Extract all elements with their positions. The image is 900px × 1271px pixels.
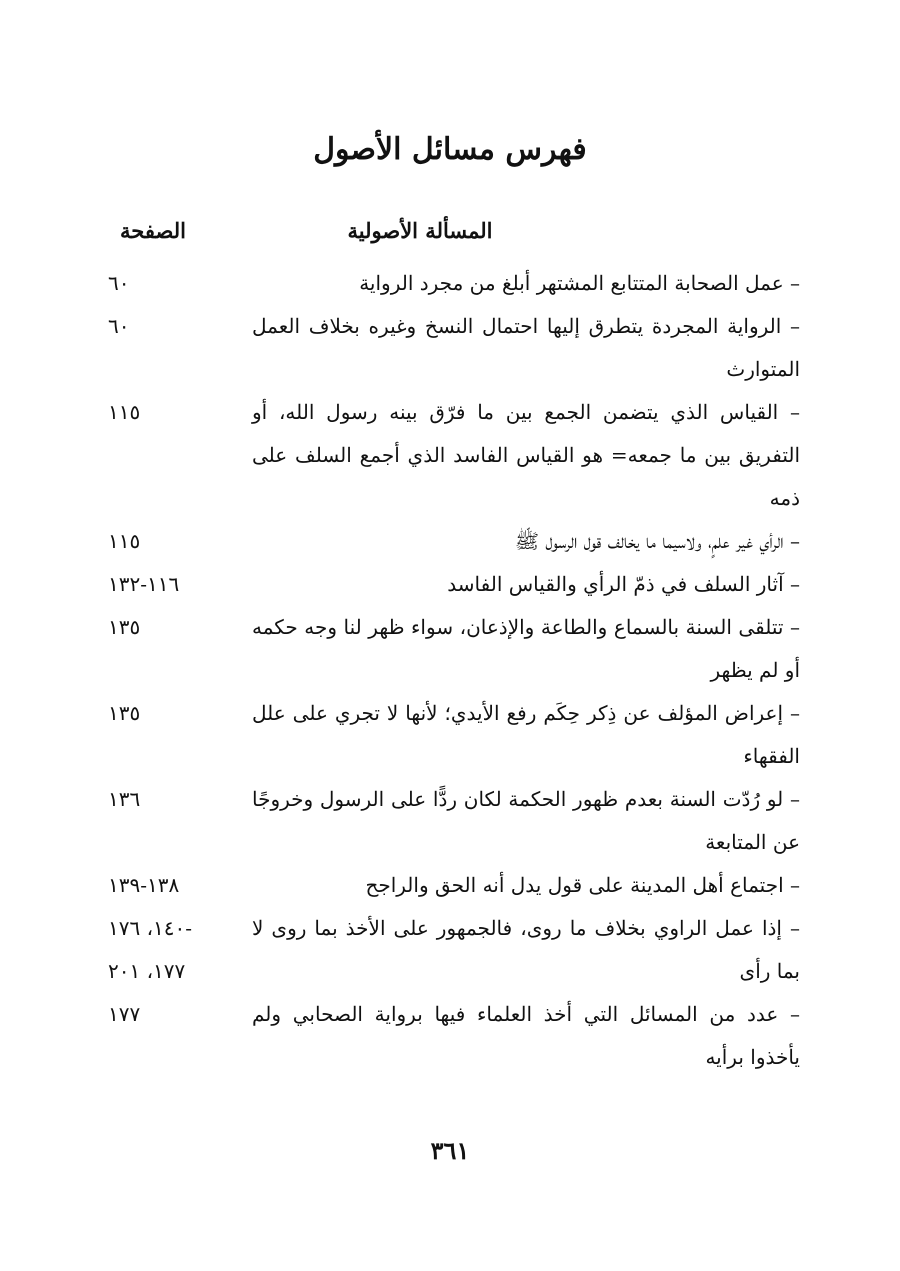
header-topic: المسألة الأصولية [347,218,493,243]
entry-text: – آثار السلف في ذمّ الرأي والقياس الفاسد [447,572,800,596]
header-page: الصفحة [120,218,186,243]
index-header [100,218,800,258]
index-entry [100,692,800,778]
entry-pages [100,606,238,649]
index-entry [100,864,800,907]
entry-page-ref: ٦٠ [108,314,130,338]
entry-text: – القياس الذي يتضمن الجمع بين ما فرّق بينه رسول الله، أو التفريق بين ما جمعه= هو القياس الفاسد الذي أجمع السلف على ذمه [252,400,800,510]
entry-text: – تتلقى السنة بالسماع والطاعة والإذعان، سواء ظهر لنا وجه حكمه أو لم يظهر [252,615,800,682]
entry-page-ref: ٦٠ [108,271,130,295]
entry-pages [100,262,238,305]
index-entry [100,993,800,1079]
index-entry [100,262,800,305]
entry-page-ref: ١٣٦ [108,787,141,811]
entry-text: – إعراض المؤلف عن ذِكر حِكَم رفع الأيدي؛ لأنها لا تجري على علل الفقهاء [252,701,800,768]
index-entry [100,907,800,993]
entry-pages [100,864,238,907]
entry-page-ref: ١٤٠، ١٧٦- [108,916,193,940]
entry-page-ref: ١٧٧، ٢٠١ [108,959,186,983]
entry-pages [100,692,238,735]
entry-page-ref: ١١٥ [108,529,141,553]
entry-page-ref: ١٣٥ [108,615,141,639]
entry-text: – إذا عمل الراوي بخلاف ما روى، فالجمهور على الأخذ بما روى لا بما رأى [252,916,800,983]
entry-text: – لو رُدّت السنة بعدم ظهور الحكمة لكان ردًّا على الرسول وخروجًا عن المتابعة [252,787,800,854]
index-entry [100,520,800,563]
index-entry [100,391,800,520]
index-entry [100,563,800,606]
entry-pages [100,563,238,606]
entry-pages [100,305,238,348]
entry-pages [100,907,238,993]
entry-page-ref: ١٣٨-١٣٩ [108,873,180,897]
entry-page-ref: ١٧٧ [108,1002,141,1026]
entry-pages [100,520,238,563]
entry-text: – اجتماع أهل المدينة على قول يدل أنه الحق والراجح [365,873,800,897]
page-title: فهرس مسائل الأصول [313,132,587,167]
index-entry [100,305,800,391]
entry-text: – الرأي غير علمٍ، ولاسيما ما يخالف قول الرسول ﷺ [514,529,800,553]
entry-text: – عدد من المسائل التي أخذ العلماء فيها برواية الصحابي ولم يأخذوا برأيه [252,1002,800,1069]
entry-text: – عمل الصحابة المتتابع المشتهر أبلغ من مجرد الرواية [359,271,800,295]
index-entry [100,778,800,864]
entry-pages [100,993,238,1036]
entry-pages [100,778,238,821]
index-entry [100,606,800,692]
entry-page-ref: ١١٥ [108,400,141,424]
entry-pages [100,391,238,434]
index-entries [100,262,800,1079]
entry-text: – الرواية المجردة يتطرق إليها احتمال النسخ وغيره بخلاف العمل المتوارث [252,314,800,381]
page-number: ٣٦١ [430,1136,470,1165]
entry-page-ref: ١١٦-١٣٢ [108,572,180,596]
entry-page-ref: ١٣٥ [108,701,141,725]
